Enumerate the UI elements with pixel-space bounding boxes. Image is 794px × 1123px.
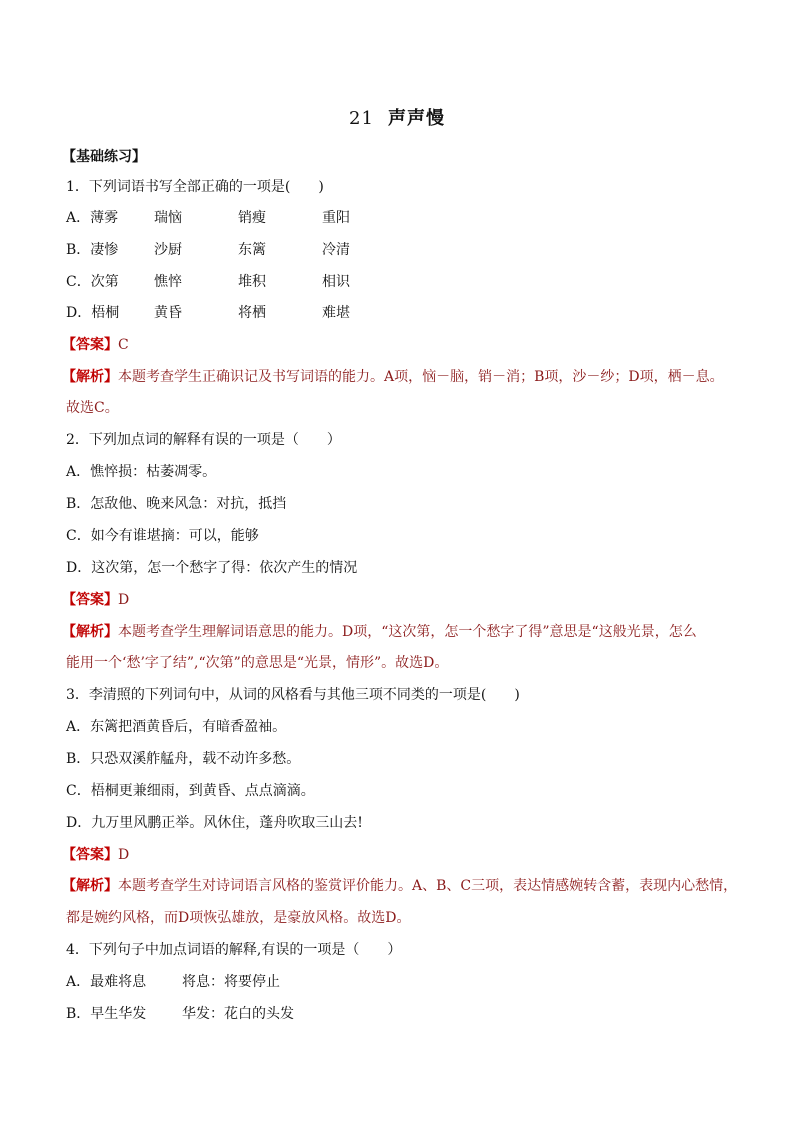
page-title (0, 104, 794, 130)
lesson-title: 声声慢 (387, 108, 445, 129)
q1-c-word1: C．次第 (66, 274, 119, 290)
q1-b-word2: 沙厨 (154, 242, 182, 258)
q3-analysis-label: 【解析】 (62, 878, 118, 894)
q4-option-b (66, 1004, 294, 1024)
q1-analysis-text: 本题考查学生正确识记及书写词语的能力。A项，恼－脑，销－消；B项，沙－纱；D项，栖－息。 (118, 369, 724, 385)
q1-d-word1: D．梧桐 (66, 305, 120, 321)
lesson-number: 21 (349, 108, 374, 129)
q3-analysis-cont: 都是婉约风格，而D项恢弘雄放，是豪放风格。故选D。 (66, 910, 411, 926)
q3-analysis-text: 本题考查学生对诗词语言风格的鉴赏评价能力。A、B、C三项，表达情感婉转含蓄，表现内心愁情， (118, 878, 738, 894)
q1-b-word1: B．凄惨 (66, 242, 119, 258)
q1-answer (62, 335, 129, 355)
q1-a-word3: 销瘦 (238, 210, 266, 226)
q1-stem: 1．下列词语书写全部正确的一项是( ) (66, 179, 324, 195)
q4-a-gloss: 将息：将要停止 (182, 974, 280, 990)
q3-analysis (62, 876, 737, 896)
section-heading: 【基础练习】 (62, 149, 146, 165)
q3-option-b: B．只恐双溪舴艋舟，载不动许多愁。 (66, 751, 301, 767)
q3-option-c: C．梧桐更兼细雨，到黄昏、点点滴滴。 (66, 783, 315, 799)
q2-option-d: D．这次第，怎一个愁字了得：依次产生的情况 (66, 560, 358, 576)
q2-analysis (62, 622, 697, 642)
q1-option-a (66, 208, 350, 228)
q2-analysis-text: 本题考查学生理解词语意思的能力。D项，“这次第，怎一个愁字了得”意思是“这般光景，怎么 (118, 624, 697, 640)
q1-d-word2: 黄昏 (154, 305, 182, 321)
q2-analysis-label: 【解析】 (62, 624, 118, 640)
q4-b-gloss: 华发：花白的头发 (182, 1006, 294, 1022)
q2-stem: 2．下列加点词的解释有误的一项是（ ） (66, 432, 341, 448)
q1-c-word2: 憔悴 (154, 274, 182, 290)
q4-b-phrase: B．早生华发 (66, 1006, 147, 1022)
q2-answer (62, 590, 129, 610)
q1-a-word1: A．薄雾 (66, 210, 119, 226)
q3-answer-value: D (118, 847, 130, 863)
q1-b-word3: 东篱 (238, 242, 266, 258)
q1-b-word4: 冷清 (322, 242, 350, 258)
q1-option-b (66, 240, 350, 260)
q1-a-word2: 瑞恼 (154, 210, 182, 226)
q1-analysis-cont: 故选C。 (66, 400, 119, 416)
q1-answer-label: 【答案】 (62, 337, 118, 353)
q2-analysis-cont: 能用一个‘愁’字了结”,“次第”的意思是“光景，情形”。故选D。 (66, 655, 449, 671)
q1-c-word3: 堆积 (238, 274, 266, 290)
q1-d-word3: 将栖 (238, 305, 266, 321)
q1-option-d (66, 303, 350, 323)
q1-analysis (62, 367, 724, 387)
q1-a-word4: 重阳 (322, 210, 350, 226)
q1-d-word4: 难堪 (322, 305, 350, 321)
q3-answer (62, 845, 129, 865)
q1-analysis-label: 【解析】 (62, 369, 118, 385)
q3-option-d: D．九万里风鹏正举。风休住，蓬舟吹取三山去! (66, 815, 363, 831)
q3-option-a: A．东篱把酒黄昏后，有暗香盈袖。 (66, 719, 287, 735)
q4-stem: 4．下列句子中加点词语的解释,有误的一项是（ ） (66, 942, 402, 958)
q3-stem: 3．李清照的下列词句中，从词的风格看与其他三项不同类的一项是( ) (66, 687, 520, 703)
q4-a-phrase: A．最难将息 (66, 974, 147, 990)
q2-option-a: A．憔悴损：枯萎凋零。 (66, 464, 217, 480)
q2-option-c: C．如今有谁堪摘：可以，能够 (66, 528, 259, 544)
q1-option-c (66, 272, 350, 292)
q3-answer-label: 【答案】 (62, 847, 118, 863)
q1-c-word4: 相识 (322, 274, 350, 290)
q2-answer-label: 【答案】 (62, 592, 118, 608)
q1-answer-value: C (118, 337, 129, 353)
q2-option-b: B．怎敌他、晚来风急：对抗，抵挡 (66, 496, 287, 512)
q4-option-a (66, 972, 280, 992)
q2-answer-value: D (118, 592, 130, 608)
